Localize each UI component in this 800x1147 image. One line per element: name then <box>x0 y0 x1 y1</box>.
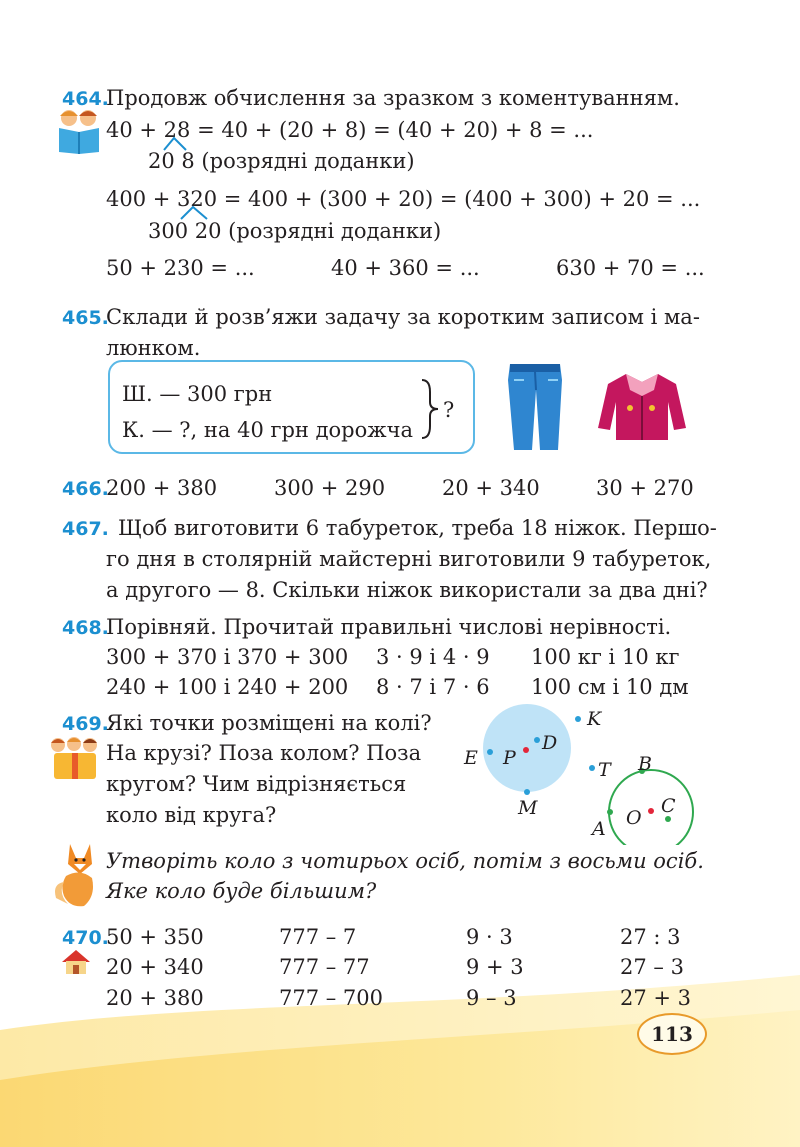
task-item: 27 – 3 <box>620 955 684 979</box>
trousers-icon <box>500 360 570 454</box>
example-line-1: 40 + 28 = 40 + (20 + 8) = (40 + 20) + 8 = ... <box>106 118 594 142</box>
exercise-text: Склади й розв’яжи задачу за коротким записом і ма- <box>106 305 700 329</box>
comparison-item: 100 см і 10 дм <box>531 675 689 699</box>
exercise-number: 466. <box>62 478 109 500</box>
task-item: 20 + 340 <box>106 955 204 979</box>
task-item: 777 – 77 <box>279 955 370 979</box>
exercise-text: люнком. <box>106 336 201 360</box>
point-label: C <box>661 795 676 817</box>
exercise-text: На крузі? Поза колом? Поза <box>106 741 422 765</box>
point-label: T <box>598 759 611 781</box>
record-row: К. — ?, на 40 грн дорожча <box>122 418 413 442</box>
kids-reading-icon <box>55 108 103 154</box>
task-item: 9 – 3 <box>466 986 517 1010</box>
comparison-item: 240 + 100 і 240 + 200 <box>106 675 349 699</box>
exercise-number: 465. <box>62 307 109 329</box>
point-label: B <box>638 753 652 775</box>
task-item: 20 + 340 <box>442 476 540 500</box>
task-item: 40 + 360 = ... <box>331 256 480 280</box>
circle-outline <box>609 770 693 845</box>
fox-task-text: Яке коло буде більшим? <box>106 879 377 903</box>
task-item: 30 + 270 <box>596 476 694 500</box>
home-icon <box>60 948 92 976</box>
task-item: 630 + 70 = ... <box>556 256 705 280</box>
circles-figure <box>455 700 705 845</box>
kids-group-icon <box>48 735 104 781</box>
exercise-number: 470. <box>62 927 109 949</box>
exercise-number: 464. <box>62 88 109 110</box>
exercise-number: 469. <box>62 713 109 735</box>
question-mark: ? <box>443 398 455 422</box>
point-label: E <box>464 747 478 769</box>
comparison-item: 100 кг і 10 кг <box>531 645 680 669</box>
point-label: K <box>587 708 602 730</box>
task-item: 777 – 700 <box>279 986 384 1010</box>
jacket-icon <box>596 368 688 444</box>
exercise-number: 468. <box>62 617 109 639</box>
task-item: 27 + 3 <box>620 986 692 1010</box>
task-item: 9 · 3 <box>466 925 513 949</box>
exercise-number: 467. <box>62 518 109 540</box>
example-line-1-sub: 20 8 (розрядні доданки) <box>148 149 415 173</box>
fox-icon <box>50 840 106 910</box>
example-line-2: 400 + 320 = 400 + (300 + 20) = (400 + 300) + 20 = ... <box>106 187 701 211</box>
point-label: O <box>626 807 642 829</box>
task-item: 50 + 230 = ... <box>106 256 255 280</box>
task-item: 20 + 380 <box>106 986 204 1010</box>
example-line-2-sub: 300 20 (розрядні доданки) <box>148 219 442 243</box>
exercise-text: а другого — 8. Скільки ніжок використали за два дні? <box>106 578 708 602</box>
exercise-text: кругом? Чим відрізняється <box>106 772 407 796</box>
comparison-item: 300 + 370 і 370 + 300 <box>106 645 349 669</box>
exercise-text: Які точки розміщені на колі? <box>106 711 432 735</box>
fox-task-text: Утворіть коло з чотирьох осіб, потім з восьми осіб. <box>106 849 704 873</box>
task-item: 777 – 7 <box>279 925 357 949</box>
task-item: 50 + 350 <box>106 925 204 949</box>
comparison-item: 8 · 7 і 7 · 6 <box>376 675 490 699</box>
task-item: 9 + 3 <box>466 955 524 979</box>
point-label: M <box>518 797 538 819</box>
record-row: Ш. — 300 грн <box>122 382 273 406</box>
comparison-item: 3 · 9 і 4 · 9 <box>376 645 490 669</box>
page-number: 113 <box>637 1013 707 1055</box>
exercise-text: коло від круга? <box>106 803 277 827</box>
brace-icon <box>418 378 442 440</box>
exercise-text: Продовж обчислення за зразком з коментуванням. <box>106 86 680 110</box>
exercise-text: Порівняй. Прочитай правильні числові нерівності. <box>106 615 672 639</box>
exercise-text: го дня в столярній майстерні виготовили 9 табуреток, <box>106 547 712 571</box>
point-label: A <box>592 818 606 840</box>
point-label: D <box>542 732 558 754</box>
task-item: 200 + 380 <box>106 476 218 500</box>
task-item: 27 : 3 <box>620 925 681 949</box>
exercise-text: Щоб виготовити 6 табуреток, треба 18 ніжок. Першо- <box>118 516 717 540</box>
task-item: 300 + 290 <box>274 476 386 500</box>
point-label: P <box>503 747 516 769</box>
